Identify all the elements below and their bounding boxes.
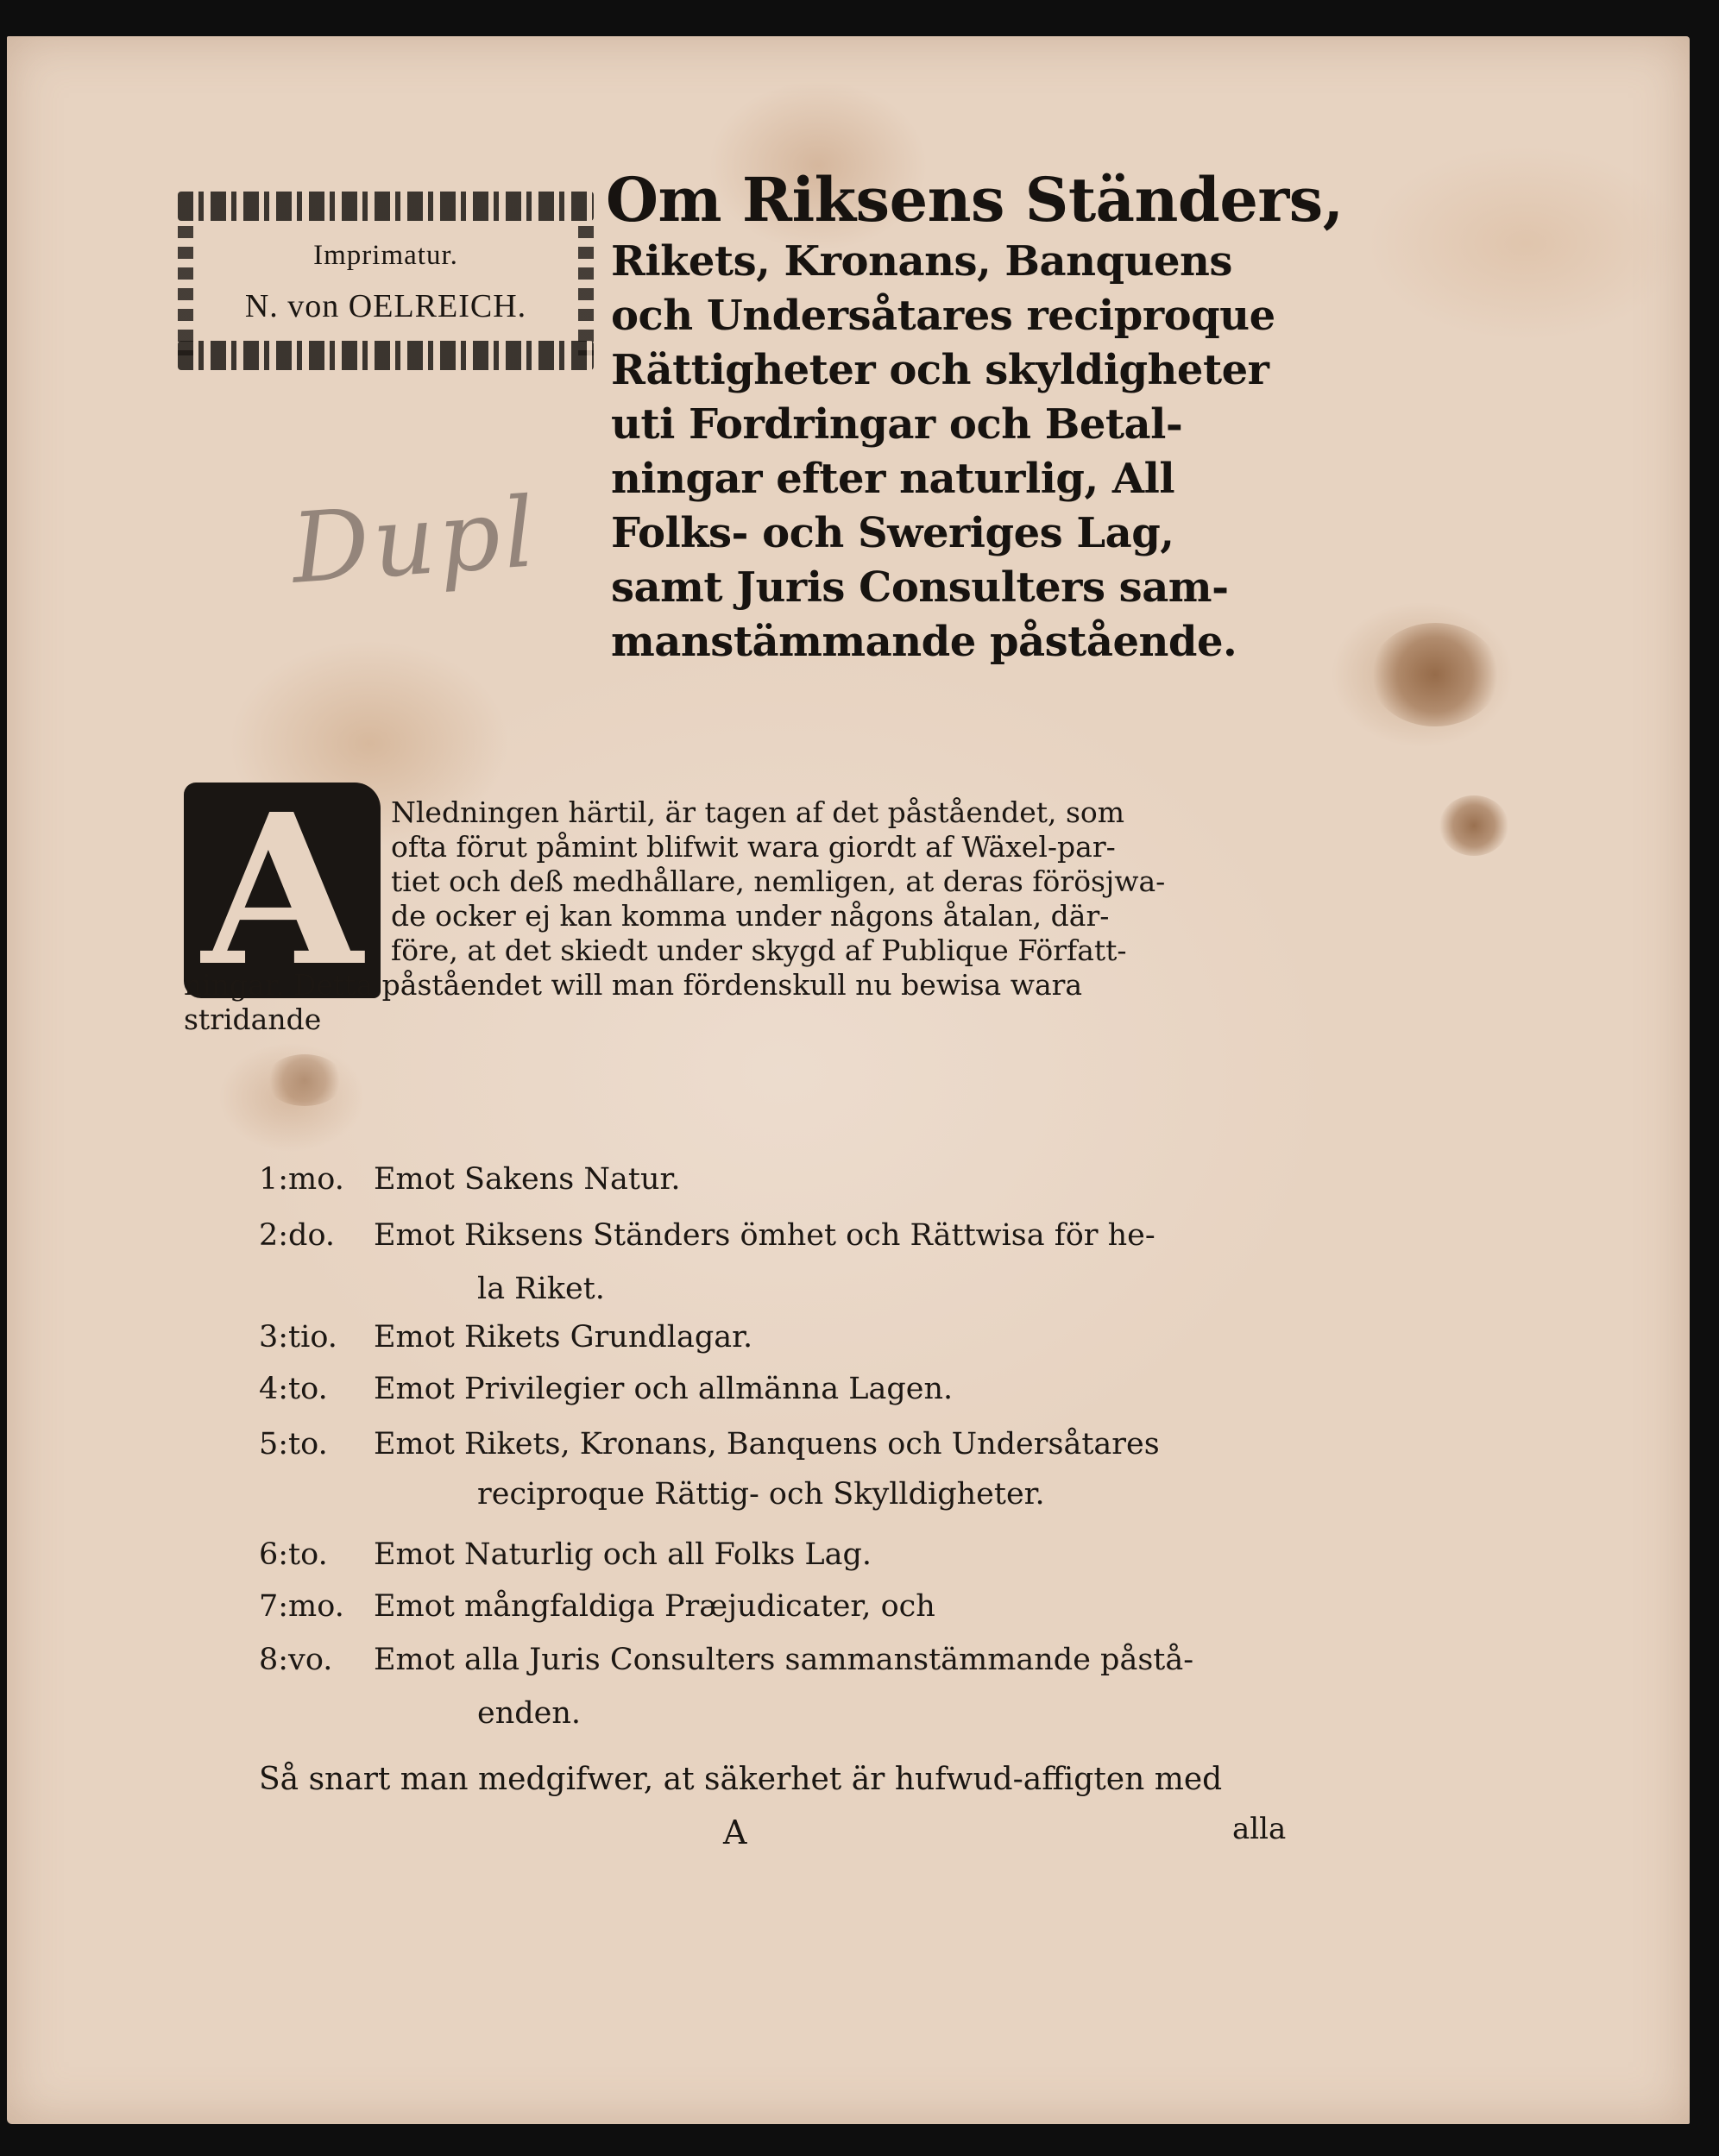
handwritten-note: Dupl xyxy=(287,476,542,606)
document-text xyxy=(7,36,1690,2124)
imprimatur-box xyxy=(178,192,594,390)
ornament-border-bottom xyxy=(178,341,594,370)
signature-mark: A xyxy=(723,1813,747,1851)
ornament-border-top xyxy=(178,192,594,221)
list-item-continuation: enden. xyxy=(477,1696,582,1731)
ornament-border-left xyxy=(178,226,193,355)
paragraph-line: ofta förut påmint blifwit wara giordt af Wäxel-par- xyxy=(391,830,1116,864)
list-item: Emot Riksens Ständers ömhet och Rättwisa för he- xyxy=(374,1218,1155,1253)
paper-page xyxy=(7,36,1690,2124)
list-item: Emot Rikets, Kronans, Banquens och Undersåtares xyxy=(374,1427,1160,1461)
catchword: alla xyxy=(1232,1812,1287,1846)
title-line: Om Riksens Ständers, xyxy=(606,164,1344,236)
list-number: 2:do. xyxy=(259,1218,336,1253)
title-line: Folks- och Sweriges Lag, xyxy=(611,509,1174,557)
censor-name: N. von OELREICH. xyxy=(244,288,527,324)
list-item: Emot alla Juris Consulters sammanstämmande påstå- xyxy=(374,1643,1194,1677)
title-line: ningar efter naturlig, All xyxy=(611,455,1175,503)
list-number: 5:to. xyxy=(259,1427,328,1461)
paragraph-line: ningar. Detta påståendet will man fördenskull nu bewisa wara xyxy=(184,968,1083,1002)
list-item: Emot Sakens Natur. xyxy=(374,1162,681,1197)
paragraph-line: de ocker ej kan komma under någons åtalan, där- xyxy=(391,899,1110,933)
ornament-border-right xyxy=(578,226,594,355)
imprimatur-label: Imprimatur. xyxy=(313,240,458,271)
decorated-initial: A xyxy=(184,783,381,998)
paragraph-line: Nledningen härtil, är tagen af det påståendet, som xyxy=(391,795,1125,829)
title-line: samt Juris Consulters sam- xyxy=(611,563,1229,612)
list-number: 7:mo. xyxy=(259,1589,344,1624)
list-number: 8:vo. xyxy=(259,1643,333,1677)
title-line: manstämmande påstående. xyxy=(611,618,1237,666)
closing-line: Så snart man medgifwer, at säkerhet är hufwud-affigten med xyxy=(259,1762,1223,1797)
list-item-continuation: reciproque Rättig- och Skylldigheter. xyxy=(477,1477,1045,1512)
list-item: Emot mångfaldiga Præjudicater, och xyxy=(374,1589,935,1624)
paragraph-line: före, at det skiedt under skygd af Publique Författ- xyxy=(391,933,1127,967)
list-item: Emot Rikets Grundlagar. xyxy=(374,1320,753,1355)
document-title xyxy=(606,164,1344,669)
list-item-continuation: la Riket. xyxy=(477,1272,605,1306)
list-number: 6:to. xyxy=(259,1537,328,1572)
title-line: Rikets, Kronans, Banquens xyxy=(611,237,1232,286)
list-item: Emot Naturlig och all Folks Lag. xyxy=(374,1537,872,1572)
title-line: Rättigheter och skyldigheter xyxy=(611,346,1269,394)
list-number: 1:mo. xyxy=(259,1162,344,1197)
paragraph-line: stridande xyxy=(184,1003,322,1036)
list-number: 4:to. xyxy=(259,1372,328,1406)
list-item: Emot Privilegier och allmänna Lagen. xyxy=(374,1372,954,1406)
paragraph-line: tiet och deß medhållare, nemligen, at deras förösjwa- xyxy=(391,864,1166,898)
list-number: 3:tio. xyxy=(259,1320,337,1355)
title-line: uti Fordringar och Betal- xyxy=(611,400,1183,449)
title-line: och Undersåtares reciproque xyxy=(611,292,1275,340)
